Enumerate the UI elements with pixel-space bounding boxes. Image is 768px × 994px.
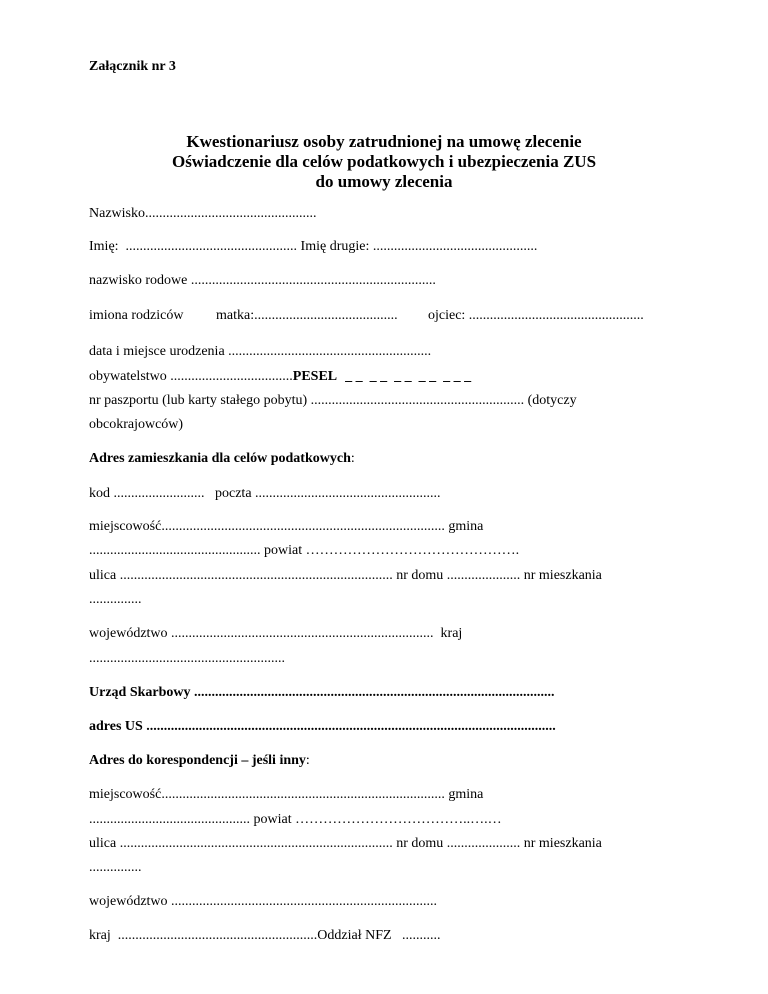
- maiden-name-field[interactable]: nazwisko rodowe ......................................................................: [89, 273, 436, 288]
- county-field[interactable]: ................................................. powiat ……………………………………….: [89, 543, 520, 558]
- corr-locality-field[interactable]: miejscowość................................................................................. gmina: [89, 787, 484, 802]
- correspondence-address-heading: Adres do korespondencji – jeśli inny:: [89, 753, 310, 768]
- apartment-number-field[interactable]: ...............: [89, 592, 142, 607]
- postal-code-field[interactable]: kod .......................... poczta .....................................................: [89, 486, 441, 501]
- corr-voivodeship-field[interactable]: województwo ............................................................................: [89, 894, 438, 909]
- pesel-field[interactable]: _ _ _ _ _ _ _ _ _ _ _: [345, 369, 472, 384]
- corr-county-field[interactable]: .............................................. powiat ………………………………..….…: [89, 812, 502, 827]
- citizenship-pesel-row: [89, 368, 471, 386]
- citizenship-field[interactable]: obywatelstwo ...................................: [89, 369, 293, 384]
- passport-note: obcokrajowców): [89, 417, 184, 432]
- mother-name-field[interactable]: matka:.........................................: [216, 308, 398, 323]
- tax-office-field[interactable]: Urząd Skarbowy .......................................................................................................: [89, 685, 555, 700]
- street-field[interactable]: ulica .............................................................................. nr domu ..................... nr mieszkania: [89, 568, 602, 583]
- first-names-field[interactable]: Imię: ................................................. Imię drugie: ...............................................: [89, 239, 538, 254]
- corr-country-nfz-field[interactable]: kraj .........................................................Oddział NFZ ...........: [89, 928, 441, 943]
- birth-date-place-field[interactable]: data i miejsce urodzenia ..........................................................: [89, 344, 432, 359]
- parents-label: imiona rodziców: [89, 308, 184, 323]
- form-title-line-1: Kwestionariusz osoby zatrudnionej na umowę zlecenie: [186, 132, 582, 151]
- locality-field[interactable]: miejscowość................................................................................. gmina: [89, 519, 484, 534]
- form-title-line-2: Oświadczenie dla celów podatkowych i ubezpieczenia ZUS: [171, 152, 597, 171]
- corr-street-field[interactable]: ulica .............................................................................. nr domu ..................... nr mieszkania: [89, 836, 602, 851]
- father-name-field[interactable]: ojciec: ..................................................: [428, 308, 644, 323]
- surname-field[interactable]: Nazwisko.................................................: [89, 206, 317, 221]
- form-title-line-3: do umowy zlecenia: [315, 172, 453, 191]
- pesel-label: PESEL: [292, 369, 338, 384]
- tax-office-address-field[interactable]: adres US .....................................................................................................................: [89, 719, 556, 734]
- country-field[interactable]: ........................................................: [89, 651, 285, 666]
- tax-address-heading: Adres zamieszkania dla celów podatkowych:: [89, 451, 355, 466]
- passport-field[interactable]: nr paszportu (lub karty stałego pobytu) ............................................................. (dotyczy: [89, 393, 577, 408]
- voivodeship-field[interactable]: województwo ........................................................................... kraj: [89, 626, 463, 641]
- corr-apartment-number-field[interactable]: ...............: [89, 860, 142, 875]
- attachment-label: Załącznik nr 3: [89, 59, 176, 74]
